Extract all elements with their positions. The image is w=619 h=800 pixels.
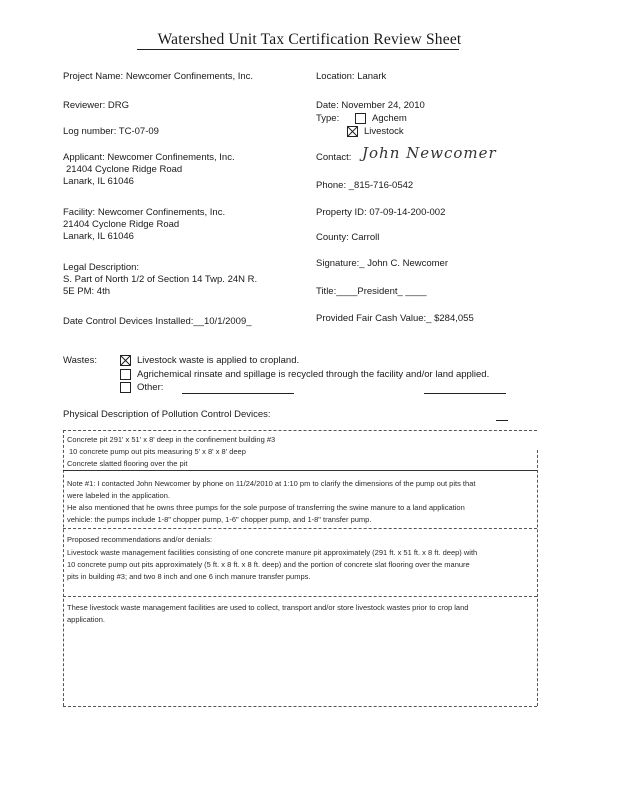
date-control-devices: Date Control Devices Installed:__10/1/2009_ [63, 316, 252, 327]
heading-mark [496, 420, 508, 421]
title-field: Title:____President_ ____ [316, 286, 427, 297]
applicant-block [63, 152, 235, 188]
other-blank-line-right [424, 393, 506, 394]
phone: Phone: _815-716-0542 [316, 180, 414, 191]
proposed-block [67, 547, 477, 583]
signature: Signature:_ John C. Newcomer [316, 258, 449, 269]
wastes-label: Wastes: [63, 355, 97, 366]
waste-other-checkbox[interactable] [120, 382, 131, 393]
legal-description-label: Legal Description: [63, 262, 140, 273]
devices-list [67, 434, 275, 470]
type-livestock-option [347, 126, 404, 137]
proposed-line: 10 concrete pump out pits approximately (5 ft. x 8 ft. x 8 ft. deep) and the portion of concrete slat flooring over the manure [67, 560, 470, 569]
type-agchem-label: Agchem [372, 113, 407, 125]
other-blank-line [182, 393, 294, 394]
applicant-street: 21404 Cyclone Ridge Road [66, 164, 183, 175]
waste-option-agrichemical [120, 369, 489, 380]
facility-street: 21404 Cyclone Ridge Road [63, 219, 180, 230]
physical-description-heading: Physical Description of Pollution Control Devices: [63, 409, 271, 420]
waste-livestock-checkbox[interactable] [120, 355, 131, 366]
type-livestock-label: Livestock [364, 126, 404, 138]
page-title: Watershed Unit Tax Certification Review Sheet [157, 31, 462, 48]
applicant-city: Lanark, IL 61046 [63, 176, 134, 187]
note-line: vehicle: the pumps include 1-8" chopper pump, 1-6" chopper pump, and 1-8" transfer pump. [67, 515, 372, 524]
reviewer: Reviewer: DRG [63, 100, 129, 111]
waste-option-other [120, 382, 163, 393]
applicant-name: Applicant: Newcomer Confinements, Inc. [63, 152, 235, 163]
waste-agrichemical-checkbox[interactable] [120, 369, 131, 380]
facility-city: Lanark, IL 61046 [63, 231, 134, 242]
note-line: Note #1: I contacted John Newcomer by phone on 11/24/2010 at 1:10 pm to clarify the dimensions of the pump out pits that [67, 479, 476, 488]
waste-agrichemical-label: Agrichemical rinsate and spillage is recycled through the facility and/or land applied. [137, 369, 490, 381]
proposed-line: Livestock waste management facilities consisting of one concrete manure pit approximately (291 ft. x 51 ft. x 8 ft. deep) with [67, 548, 478, 557]
note-block [67, 478, 475, 526]
devices-separator [63, 470, 537, 471]
property-id: Property ID: 07-09-14-200-002 [316, 207, 446, 218]
conclusion-line: application. [67, 615, 105, 624]
note-line: He also mentioned that he owns three pumps for the sole purpose of transferring the swine manure to a land application [67, 503, 465, 512]
note-separator [63, 528, 537, 529]
waste-option-livestock [120, 355, 299, 366]
project-name: Project Name: Newcomer Confinements, Inc. [63, 71, 254, 82]
log-number: Log number: TC-07-09 [63, 126, 159, 137]
legal-description-block [63, 262, 257, 298]
device-item: Concrete pit 291' x 51' x 8' deep in the confinement building #3 [67, 435, 276, 444]
fair-cash-value: Provided Fair Cash Value:_ $284,055 [316, 313, 474, 324]
proposed-separator [63, 596, 537, 597]
legal-description-line1: S. Part of North 1/2 of Section 14 Twp. 24N R. [63, 274, 258, 285]
box-left-border [63, 430, 64, 706]
proposed-heading: Proposed recommendations and/or denials: [67, 535, 213, 544]
type-agchem-option [355, 113, 407, 124]
county: County: Carroll [316, 232, 380, 243]
device-item: Concrete slatted flooring over the pit [67, 459, 188, 468]
contact-signature: John Newcomer [362, 144, 497, 162]
legal-description-line2: 5E PM: 4th [63, 286, 110, 297]
type-label: Type: [316, 113, 340, 124]
box-bottom-border [63, 706, 537, 707]
waste-other-label: Other: [137, 382, 164, 394]
facility-block [63, 207, 225, 243]
conclusion-line: These livestock waste management facilities are used to collect, transport and/or store livestock wastes prior to crop land [67, 603, 469, 612]
box-right-border [537, 450, 538, 706]
proposed-line: pits in building #3; and two 8 inch and one 6 inch manure transfer pumps. [67, 572, 311, 581]
device-item: 10 concrete pump out pits measuring 5' x 8' x 8' deep [69, 447, 246, 456]
contact-label: Contact: [316, 152, 352, 163]
facility-name: Facility: Newcomer Confinements, Inc. [63, 207, 226, 218]
review-date: Date: November 24, 2010 [316, 100, 425, 111]
conclusion-block [67, 602, 468, 626]
waste-livestock-label: Livestock waste is applied to cropland. [137, 355, 300, 367]
box-top-border [63, 430, 537, 431]
location: Location: Lanark [316, 71, 387, 82]
type-livestock-checkbox[interactable] [347, 126, 358, 137]
note-line: were labeled in the application. [67, 491, 170, 500]
type-agchem-checkbox[interactable] [355, 113, 366, 124]
title-underline [137, 49, 459, 50]
